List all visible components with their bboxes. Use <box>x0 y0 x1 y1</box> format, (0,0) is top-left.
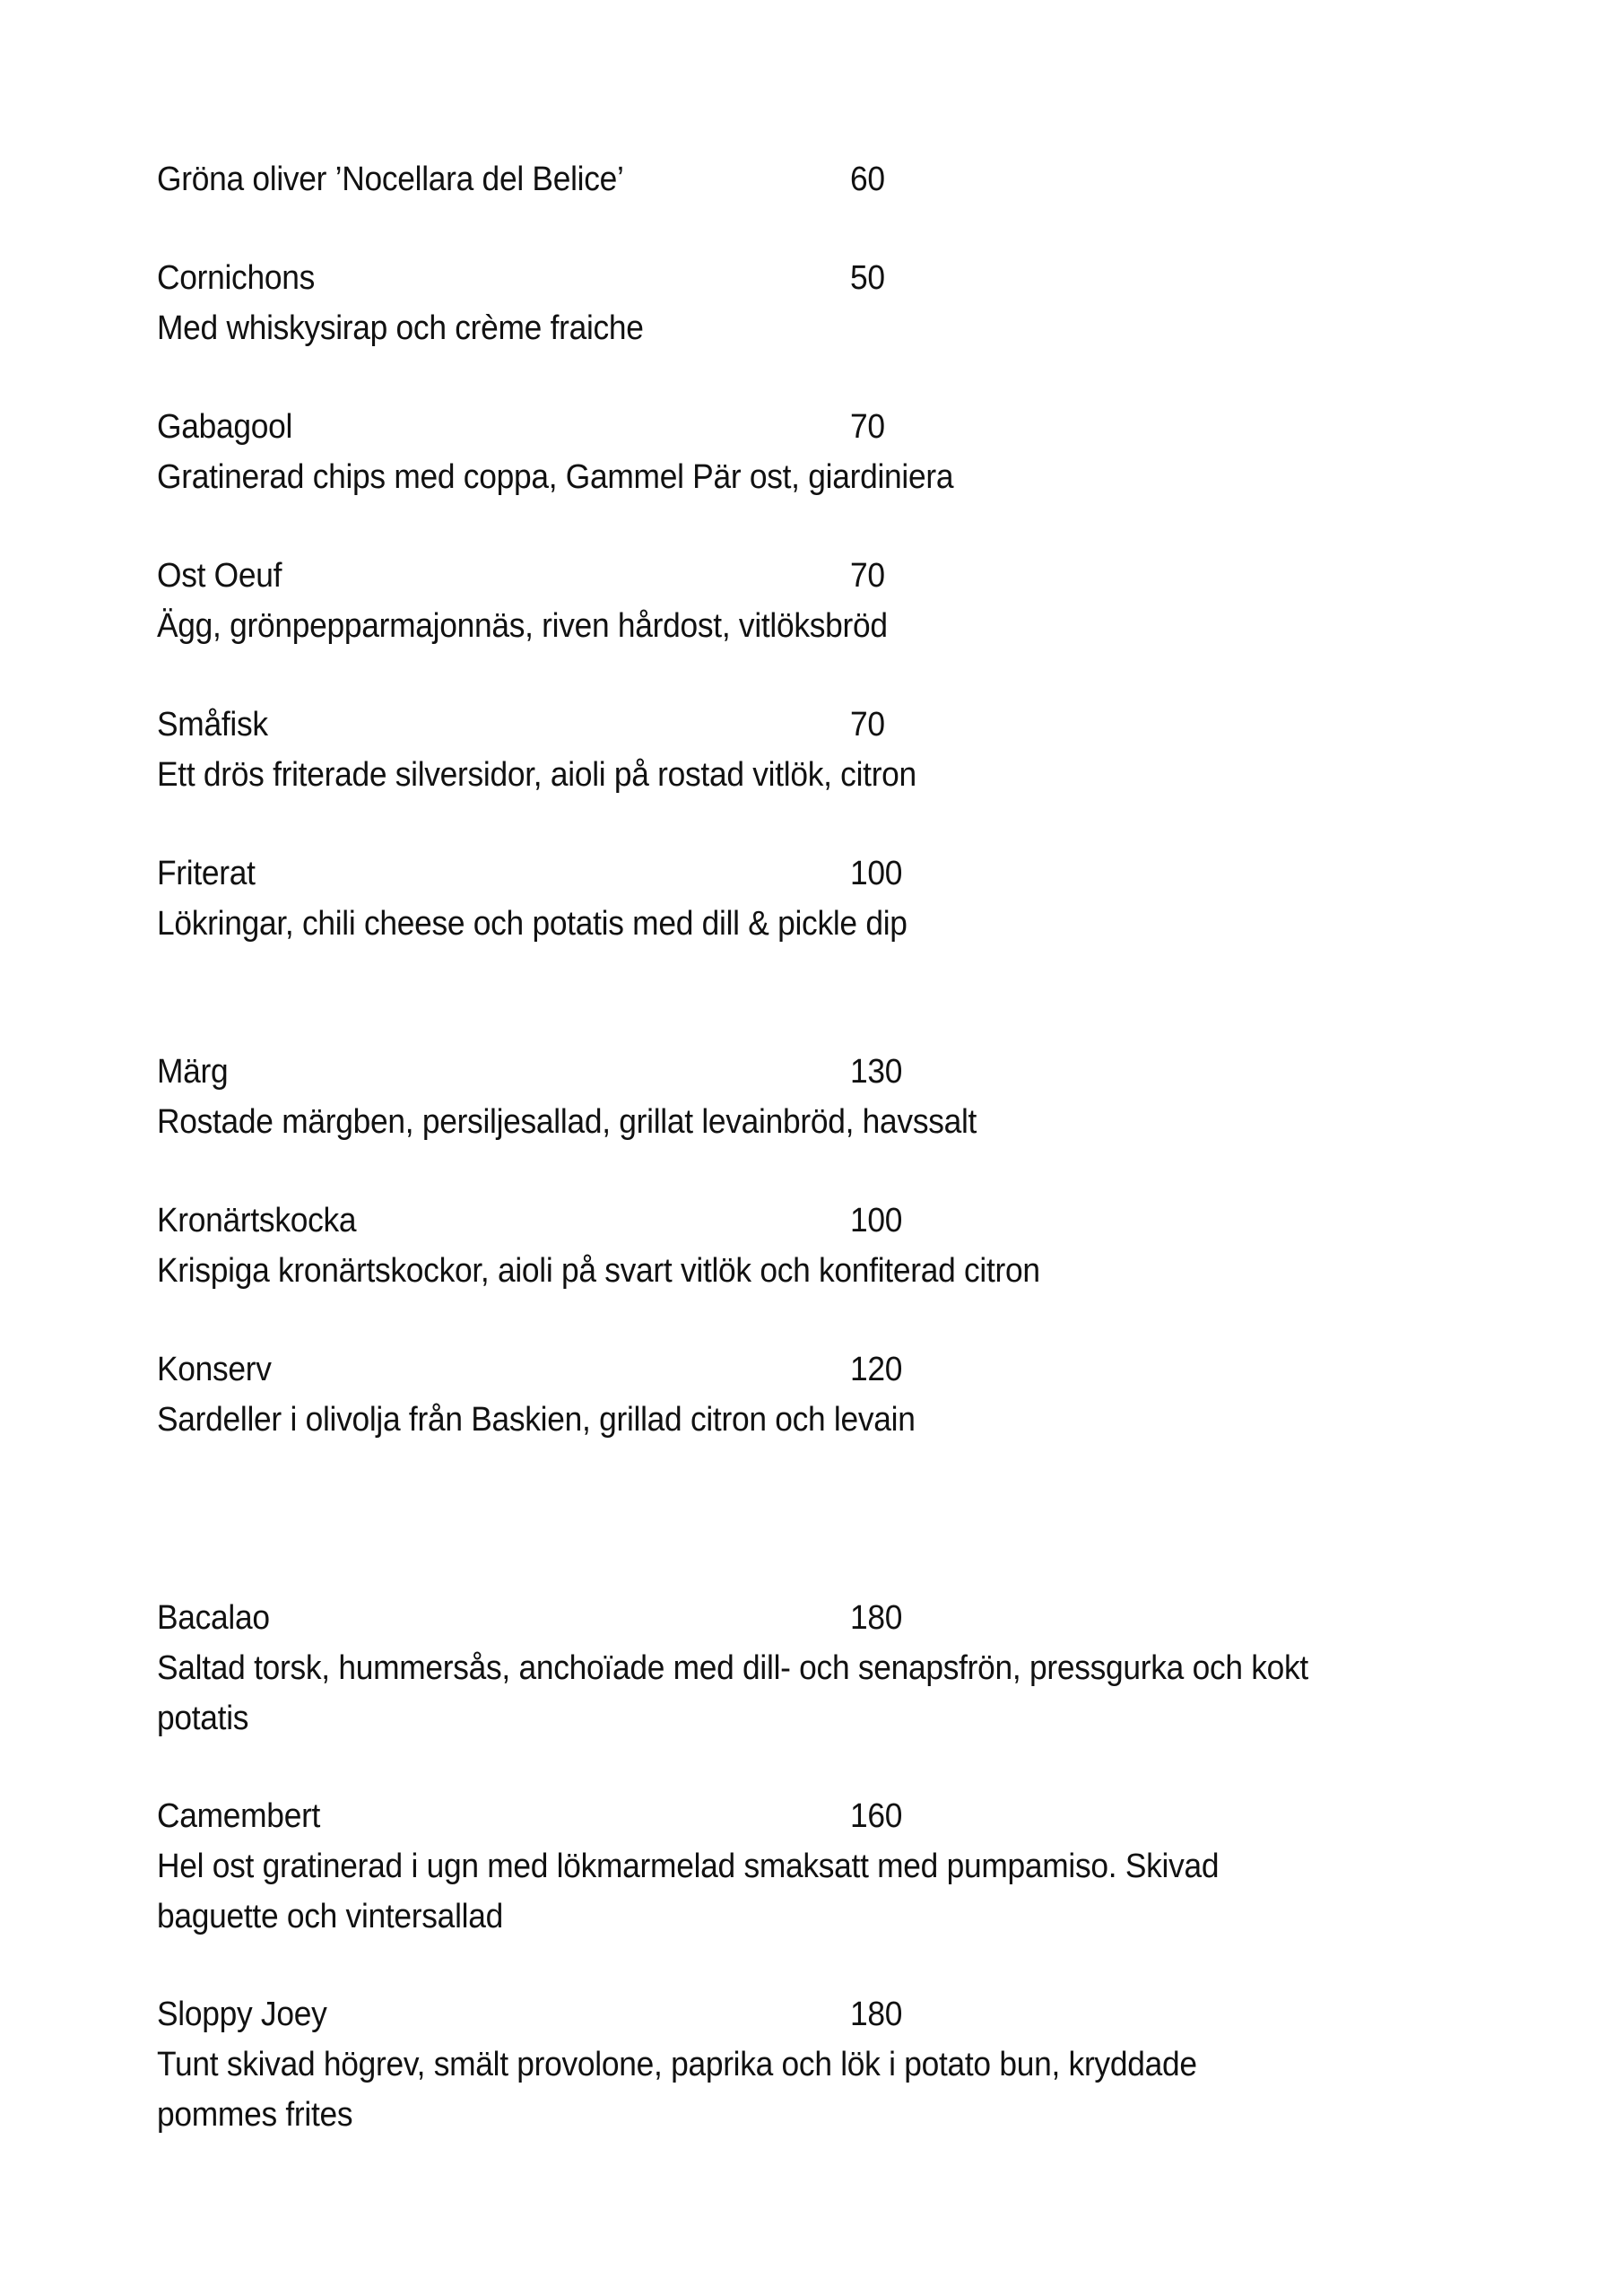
item-description: Tunt skivad högrev, smält provolone, paprika och lök i potato bun, kryddade <box>157 2046 1197 2083</box>
menu-item <box>157 1196 1502 1296</box>
item-description-continued: pommes frites <box>157 2096 353 2134</box>
item-price: 120 <box>850 1351 903 1388</box>
item-name: Ost Oeuf <box>157 557 282 595</box>
item-price: 100 <box>850 1202 903 1239</box>
item-name: Gröna oliver ’Nocellara del Belice’ <box>157 161 624 198</box>
item-name: Märg <box>157 1053 229 1091</box>
item-description: Hel ost gratinerad i ugn med lökmarmelad smaksatt med pumpamiso. Skivad <box>157 1848 1220 1885</box>
menu-item <box>157 253 1502 353</box>
item-price: 70 <box>850 408 885 446</box>
item-name: Sloppy Joey <box>157 1996 327 2033</box>
item-description: Sardeller i olivolja från Baskien, grillad citron och levain <box>157 1401 916 1439</box>
item-description: Saltad torsk, hummersås, anchoïade med dill- och senapsfrön, pressgurka och kokt <box>157 1649 1308 1687</box>
menu-item <box>157 1344 1502 1445</box>
item-name: Friterat <box>157 855 256 892</box>
item-name: Camembert <box>157 1797 321 1835</box>
item-price: 100 <box>850 855 903 892</box>
item-price: 160 <box>850 1797 903 1835</box>
menu-item <box>157 700 1502 800</box>
item-description: Lökringar, chili cheese och potatis med dill & pickle dip <box>157 905 908 943</box>
item-name: Kronärtskocka <box>157 1202 357 1239</box>
item-description-continued: potatis <box>157 1700 249 1737</box>
menu-item <box>157 1047 1502 1147</box>
item-description: Ägg, grönpepparmajonnäs, riven hårdost, vitlöksbröd <box>157 607 888 645</box>
item-price: 60 <box>850 161 885 198</box>
item-price: 70 <box>850 557 885 595</box>
item-name: Konserv <box>157 1351 272 1388</box>
menu-item <box>157 551 1502 651</box>
item-description: Rostade märgben, persiljesallad, grillat levainbröd, havssalt <box>157 1103 977 1141</box>
menu-item <box>157 1791 1502 1942</box>
item-price: 180 <box>850 1996 903 2033</box>
item-description: Gratinerad chips med coppa, Gammel Pär ost, giardiniera <box>157 458 954 496</box>
item-price: 50 <box>850 259 885 297</box>
item-description: Ett drös friterade silversidor, aioli på rostad vitlök, citron <box>157 756 916 794</box>
item-name: Gabagool <box>157 408 293 446</box>
item-price: 70 <box>850 706 885 744</box>
menu-item <box>157 154 1502 204</box>
item-description-continued: baguette och vintersallad <box>157 1898 503 1935</box>
menu-item <box>157 1989 1502 2140</box>
menu-item <box>157 1593 1502 1744</box>
menu-item <box>157 848 1502 949</box>
item-name: Småfisk <box>157 706 268 744</box>
item-description: Med whiskysirap och crème fraiche <box>157 309 644 347</box>
item-price: 130 <box>850 1053 903 1091</box>
item-description: Krispiga kronärtskockor, aioli på svart vitlök och konfiterad citron <box>157 1252 1040 1290</box>
item-price: 180 <box>850 1599 903 1637</box>
item-name: Cornichons <box>157 259 315 297</box>
item-name: Bacalao <box>157 1599 270 1637</box>
menu-item <box>157 402 1502 502</box>
